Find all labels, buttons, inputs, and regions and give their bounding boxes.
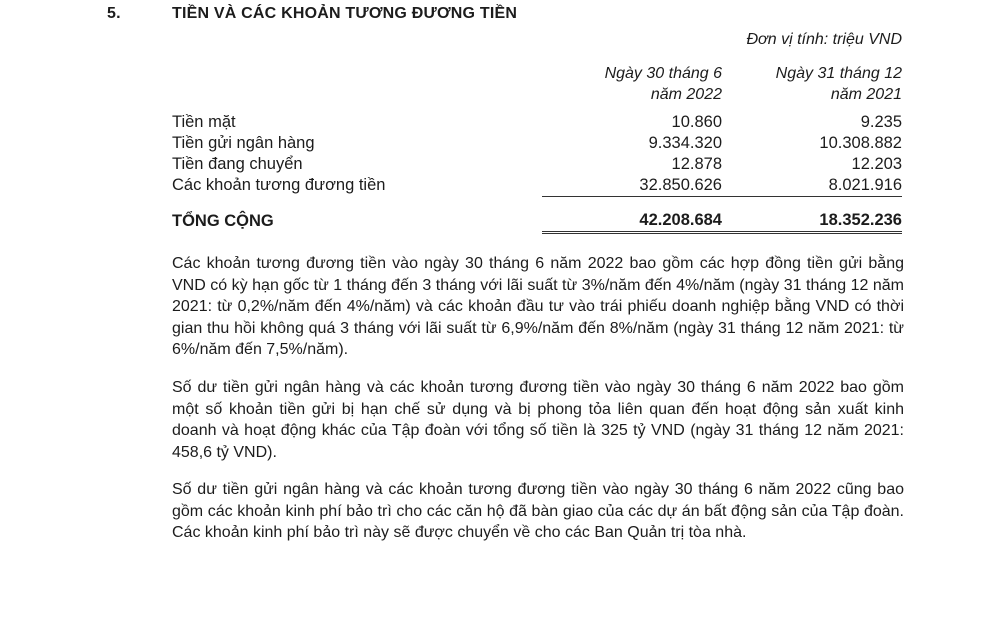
row-label: Tiền đang chuyển: [172, 155, 303, 173]
column-header-2021-line1: Ngày 31 tháng 12: [775, 65, 902, 82]
total-value-2021: 18.352.236: [722, 209, 902, 233]
column-header-2022: [542, 63, 722, 105]
section-title: TIỀN VÀ CÁC KHOẢN TƯƠNG ĐƯƠNG TIỀN: [172, 5, 518, 22]
paragraph-maintenance-funds: Số dư tiền gửi ngân hàng và các khoản tương đương tiền vào ngày 30 tháng 6 năm 2022 cũng bao gồm các khoản kinh phí bảo trì cho các căn hộ đã bàn giao của các dự án bất động sản của Tập đoàn. Các khoản kinh phí bảo trì này sẽ được chuyển về cho các Ban Quản trị tòa nhà.: [172, 481, 904, 541]
total-value-2022: 42.208.684: [542, 209, 722, 233]
row-value-2021: 10.308.882: [819, 134, 902, 152]
row-label: Các khoản tương đương tiền: [172, 176, 386, 195]
row-value-2022: 10.860: [671, 113, 722, 131]
section-number: 5.: [107, 5, 121, 22]
paragraph-equivalents: Các khoản tương đương tiền vào ngày 30 tháng 6 năm 2022 bao gồm các hợp đồng tiền gửi bằng VND có kỳ hạn gốc từ 1 tháng đến 3 tháng với lãi suất từ 3%/năm đến 4%/năm (ngày 31 tháng 12 năm 2021: từ 0,2%/năm đến 4%/năm) và các khoản đầu tư vào trái phiếu doanh nghiệp bằng VND có thời gian thu hồi không quá 3 tháng với lãi suất từ 6,9%/năm đến 8%/năm (ngày 31 tháng 12 năm 2021: từ 6%/năm đến 7,5%/năm).: [172, 255, 904, 358]
paragraph-restricted-deposits: Số dư tiền gửi ngân hàng và các khoản tương đương tiền vào ngày 30 tháng 6 năm 2022 bao gồm một số khoản tiền gửi bị hạn chế sử dụng và bị phong tỏa liên quan đến hoạt động sản xuất kinh doanh và hoạt động khác của Tập đoàn với tổng số tiền là 325 tỷ VND (ngày 31 tháng 12 năm 2021: 458,6 tỷ VND).: [172, 379, 904, 461]
total-label: TỔNG CỘNG: [172, 211, 274, 230]
row-value-2021: 8.021.916: [722, 175, 902, 197]
table-row: [172, 154, 902, 175]
table-spacer: [172, 197, 902, 210]
column-header-2022-line1: Ngày 30 tháng 6: [604, 65, 722, 82]
row-value-2021: 9.235: [860, 113, 902, 131]
table-row: [172, 112, 902, 133]
row-value-2022: 9.334.320: [648, 134, 722, 152]
cash-table: [172, 112, 902, 234]
row-label: Tiền gửi ngân hàng: [172, 134, 315, 152]
column-header-2021-line2: năm 2021: [830, 86, 902, 103]
row-value-2022: 32.850.626: [542, 175, 722, 197]
row-value-2022: 12.878: [671, 155, 722, 173]
table-row: [172, 133, 902, 154]
column-header-2021: [722, 63, 902, 105]
total-row: [172, 209, 902, 233]
column-header-2022-line2: năm 2022: [650, 86, 722, 103]
row-label: Tiền mặt: [172, 113, 236, 131]
table-row: [172, 175, 902, 197]
row-value-2021: 12.203: [851, 155, 902, 173]
unit-note: Đơn vị tính: triệu VND: [746, 31, 902, 48]
